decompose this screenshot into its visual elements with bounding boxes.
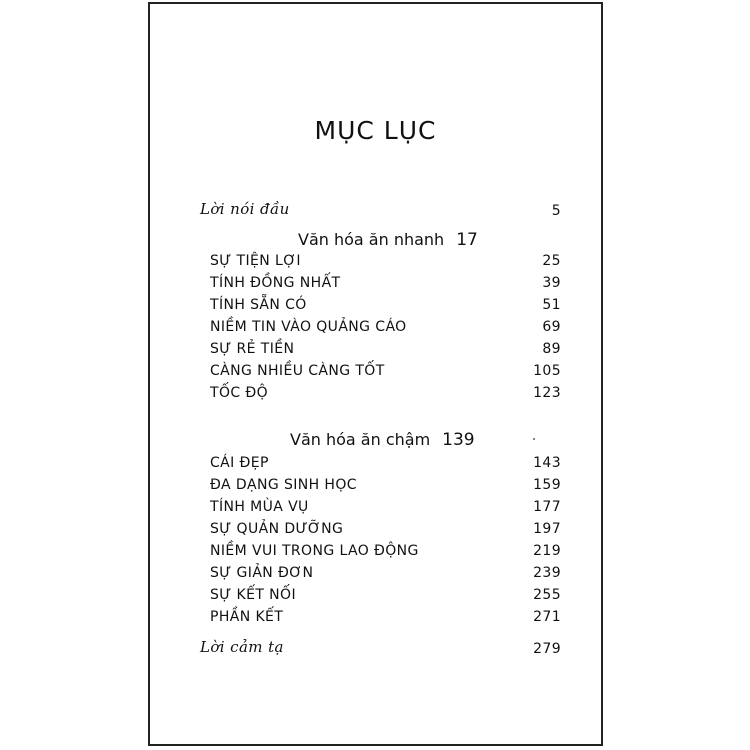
toc-item-page: 105 <box>533 363 561 379</box>
toc-item-page: 177 <box>533 499 561 515</box>
page-title: MỤC LỤC <box>314 116 437 145</box>
toc-item: TỐC ĐỘ <box>210 385 269 401</box>
print-speck <box>533 438 535 440</box>
toc-item: SỰ QUẢN DƯỠNG <box>210 521 344 537</box>
toc-item-page: 89 <box>542 341 561 357</box>
toc-item: ĐA DẠNG SINH HỌC <box>210 477 357 493</box>
toc-item: TÍNH SẴN CÓ <box>210 297 307 313</box>
toc-item-page: 219 <box>533 543 561 559</box>
toc-item-page: 255 <box>533 587 561 603</box>
toc-item-page: 69 <box>542 319 561 335</box>
toc-item-page: 39 <box>542 275 561 291</box>
toc-item-page: 123 <box>533 385 561 401</box>
book-page <box>148 2 603 746</box>
toc-item: CÀNG NHIỀU CÀNG TỐT <box>210 363 385 379</box>
section-page: 17 <box>456 230 478 250</box>
toc-item-page: 197 <box>533 521 561 537</box>
toc-entry-label: Lời nói đầu <box>200 200 290 218</box>
toc-item: SỰ TIỆN LỢI <box>210 253 301 269</box>
section-label: Văn hóa ăn chậm <box>290 430 431 449</box>
toc-entry-acknowledgements <box>200 638 284 656</box>
toc-item-page: 271 <box>533 609 561 625</box>
toc-item-page: 51 <box>542 297 561 313</box>
toc-item: SỰ KẾT NỐI <box>210 587 296 603</box>
toc-item-page: 25 <box>542 253 561 269</box>
toc-entry-acknowledgements-page: 279 <box>533 641 561 657</box>
toc-item: CÁI ĐẸP <box>210 455 269 471</box>
section-heading-slow-food <box>290 430 475 450</box>
toc-entry-label: Lời cảm tạ <box>200 638 284 656</box>
toc-item: PHẦN KẾT <box>210 609 284 625</box>
section-heading-fast-food <box>298 230 478 250</box>
section-page: 139 <box>442 430 475 450</box>
toc-item-page: 159 <box>533 477 561 493</box>
section-label: Văn hóa ăn nhanh <box>298 230 445 249</box>
toc-item: TÍNH MÙA VỤ <box>210 499 309 515</box>
toc-item: TÍNH ĐỒNG NHẤT <box>210 275 341 291</box>
toc-item-page: 143 <box>533 455 561 471</box>
toc-item-page: 239 <box>533 565 561 581</box>
toc-item: SỰ RẺ TIỀN <box>210 341 295 357</box>
toc-item: NIỀM VUI TRONG LAO ĐỘNG <box>210 543 419 559</box>
toc-item: NIỀM TIN VÀO QUẢNG CÁO <box>210 319 407 335</box>
toc-item: SỰ GIẢN ĐƠN <box>210 565 314 581</box>
toc-entry-intro-page: 5 <box>551 203 561 219</box>
toc-entry-intro <box>200 200 290 218</box>
